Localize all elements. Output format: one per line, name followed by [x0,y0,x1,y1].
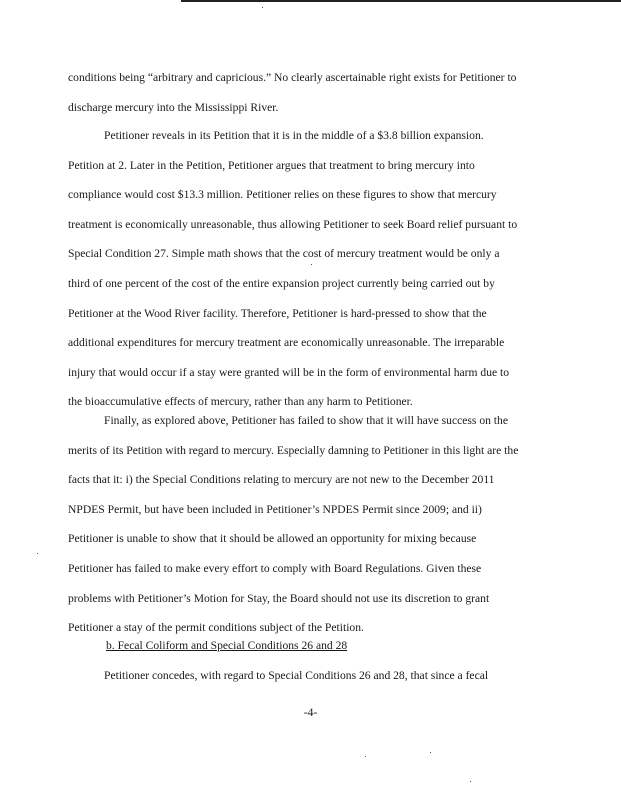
text-line: merits of its Petition with regard to mercury. Especially damning to Petitioner in this light are the [68,443,519,457]
text-line: Petitioner has failed to make every effort to comply with Board Regulations. Given these [68,561,482,575]
text-line: NPDES Permit, but have been included in Petitioner’s NPDES Permit since 2009; and ii) [68,502,482,516]
text-line: third of one percent of the cost of the entire expansion project currently being carried out by [68,276,495,290]
text-line: problems with Petitioner’s Motion for Stay, the Board should not use its discretion to grant [68,591,490,605]
paragraph-4 [68,661,548,691]
scan-speck [262,7,263,8]
text-line: Petitioner at the Wood River facility. Therefore, Petitioner is hard-pressed to show that the [68,306,487,320]
section-heading: b. Fecal Coliform and Special Conditions 26 and 28 [106,639,348,652]
paragraph-2 [68,121,548,417]
text-line: Special Condition 27. Simple math shows that the cost of mercury treatment would be only a [68,247,500,261]
paragraph-3 [68,406,548,643]
scan-speck [430,752,431,753]
scan-speck [311,264,312,265]
text-line: facts that it: i) the Special Conditions relating to mercury are not new to the December 2011 [68,473,495,487]
scan-speck [365,756,366,757]
text-line: treatment is economically unreasonable, thus allowing Petitioner to seek Board relief pursuant to [68,217,518,231]
text-line: compliance would cost $13.3 million. Petitioner relies on these figures to show that mercury [68,188,497,202]
text-line: Petitioner is unable to show that it should be allowed an opportunity for mixing because [68,532,477,546]
text-line: injury that would occur if a stay were granted will be in the form of environmental harm due to [68,365,510,379]
text-line: additional expenditures for mercury treatment are economically unreasonable. The irreparable [68,336,505,350]
text-line: Petitioner a stay of the permit conditions subject of the Petition. [68,621,364,635]
paragraph-1 [68,63,548,122]
text-line: Petitioner concedes, with regard to Special Conditions 26 and 28, that since a fecal [104,669,489,682]
text-line: conditions being “arbitrary and capricious.” No clearly ascertainable right exists for Petitioner to [68,71,517,84]
page-number: -4- [303,706,318,719]
top-rule [181,0,621,2]
text-line: Finally, as explored above, Petitioner has failed to show that it will have success on the [104,414,508,427]
scan-speck [470,781,471,782]
text-line: Petition at 2. Later in the Petition, Petitioner argues that treatment to bring mercury into [68,158,475,172]
text-line: Petitioner reveals in its Petition that it is in the middle of a $3.8 billion expansion. [104,129,484,142]
text-line: the bioaccumulative effects of mercury, rather than any harm to Petitioner. [68,395,413,409]
text-line: discharge mercury into the Mississippi River. [68,100,279,114]
scan-speck [37,553,38,554]
